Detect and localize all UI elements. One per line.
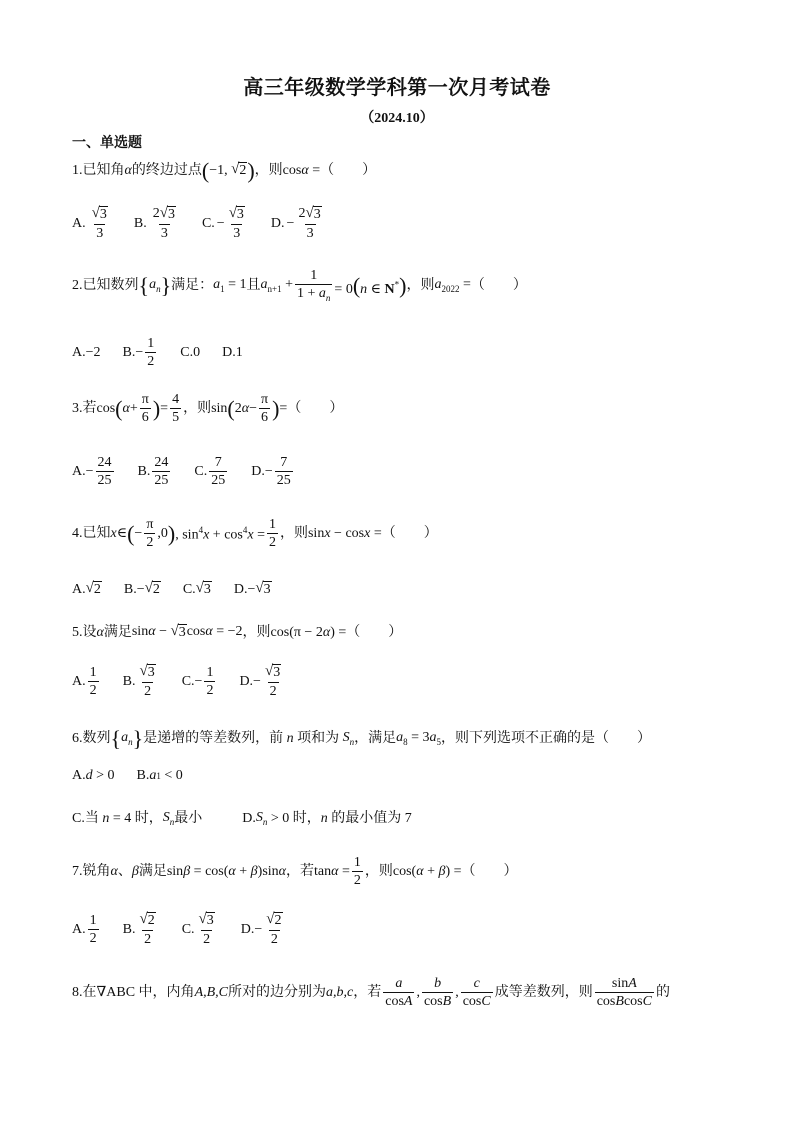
q2-option-b[interactable]: B.− $\frac{1}{2}$ [122, 336, 155, 370]
q5-option-d[interactable]: D.− √ 3 2 [239, 663, 281, 700]
q6-option-d[interactable]: D. $S_n$ > 0 时， n 的最小值为 7 [242, 810, 412, 827]
q6-options-ab [72, 769, 205, 783]
q4-option-b[interactable]: B.− √ 2 [123, 580, 160, 597]
page-title: 高三年级数学学科第一次月考试卷 [243, 77, 551, 99]
q4-options [72, 581, 294, 598]
q4-option-c[interactable]: C. √ 3 [182, 580, 211, 597]
section-heading: 一、单选题 [72, 136, 142, 151]
q5-option-a[interactable]: A. $\frac{1}{2}$ [72, 664, 97, 699]
q3-option-a[interactable]: A.− $\frac{24}{25}$ [72, 455, 112, 489]
q2-option-d[interactable]: D.1 [222, 344, 243, 360]
q4-option-d[interactable]: D.− √ 3 [233, 580, 271, 597]
page-subtitle: （2024.10） [360, 111, 434, 126]
q2-option-a[interactable]: A.−2 [72, 344, 101, 360]
q6-options-cd [72, 811, 434, 827]
q7-option-b[interactable]: B. √ 2 2 [122, 911, 155, 948]
q1-option-a[interactable]: A. √ 3 3 [72, 205, 107, 242]
q1-option-c[interactable]: C. − √ 3 3 [201, 205, 244, 242]
q3-option-c[interactable]: C. $\frac{7}{25}$ [194, 455, 226, 489]
question-7: 7.锐角 α 、 β 满足 sinβ = cos(α + β)sinα ，若 tanα = $\frac{1}{2}$ ，则 cos(α + β) = （ ） [72, 855, 518, 889]
q7-options [72, 912, 309, 947]
question-2: 2.已知数列 { $a_n$ } 满足： $a_1 = 1$ 且 $a_{n+1}$ + $\frac{1}{1 + a_n}$ = 0(n ∈ N*) ，则 $a_{2022}$ = （ ） [72, 268, 527, 304]
q1-option-d[interactable]: D. − 2 √ 3 3 [270, 205, 321, 242]
question-3: 3.若 cos ( α + $\frac{\pi}{6}$ ) = $\frac{4}{5}$ ，则 sin ( 2 α − $\frac{\pi}{6}$ ) = （ ） [72, 392, 344, 426]
q3-option-d[interactable]: D.− $\frac{7}{25}$ [251, 455, 291, 489]
q5-option-b[interactable]: B. √ 3 2 [122, 663, 155, 700]
q1-text: 1.已知角 [72, 163, 125, 178]
q5-options [72, 664, 307, 699]
q2-options [72, 336, 265, 370]
question-1: 1.已知角 α 的终边过点 ( −1, √ 2 ) ，则 cosα = （ ） [72, 158, 377, 183]
q5-option-c[interactable]: C.− $\frac{1}{2}$ [181, 664, 214, 699]
q2-option-c[interactable]: C.0 [180, 344, 201, 360]
q3-option-b[interactable]: B. $\frac{24}{25}$ [137, 455, 169, 489]
q6-option-c[interactable]: C.当 n = 4 时， $S_n$ 最小 [72, 810, 203, 827]
q7-option-a[interactable]: A. $\frac{1}{2}$ [72, 912, 97, 947]
q1-option-b[interactable]: B. 2 √ 3 3 [133, 205, 175, 242]
q7-option-c[interactable]: C. √ 3 2 [181, 911, 214, 948]
q3-options [72, 455, 317, 489]
question-6: 6.数列 { $a_n$ } 是递增的等差数列，前 n 项和为 $S_n$ ，满足 $a_8 = 3a_5$ ，则下列选项不正确的是（ ） [72, 726, 652, 751]
q4-option-a[interactable]: A. √ 2 [72, 580, 101, 597]
question-4: 4.已知 x ∈ ( − $\frac{\pi}{2}$ ,0 ) , $\sin^4x + \cos^4x$ = $\frac{1}{2}$ ，则 sinx − cosx = （ ） [72, 517, 438, 551]
q6-option-a[interactable]: A. d > 0 [72, 768, 115, 783]
q1-options [72, 206, 348, 241]
q7-option-d[interactable]: D.− √ 2 2 [240, 911, 282, 948]
question-5: 5.设 α 满足 sinα − √ 3 cosα = −2 ，则 cos(π − 2α) = （ ） [72, 623, 403, 640]
q6-option-b[interactable]: B. a 1 < 0 [136, 768, 183, 783]
question-8: 8.在∇ABC 中，内角 A,B,C 所对的边分别为 a,b,c ，若 $\frac{a}{\cos A}$ , $\frac{b}{\cos B}$ , $\frac{c}{\cos C}$ 成等差数列，则 $\frac{\sin A}{\text{cosBcosC}}$ 的 [72, 976, 670, 1010]
